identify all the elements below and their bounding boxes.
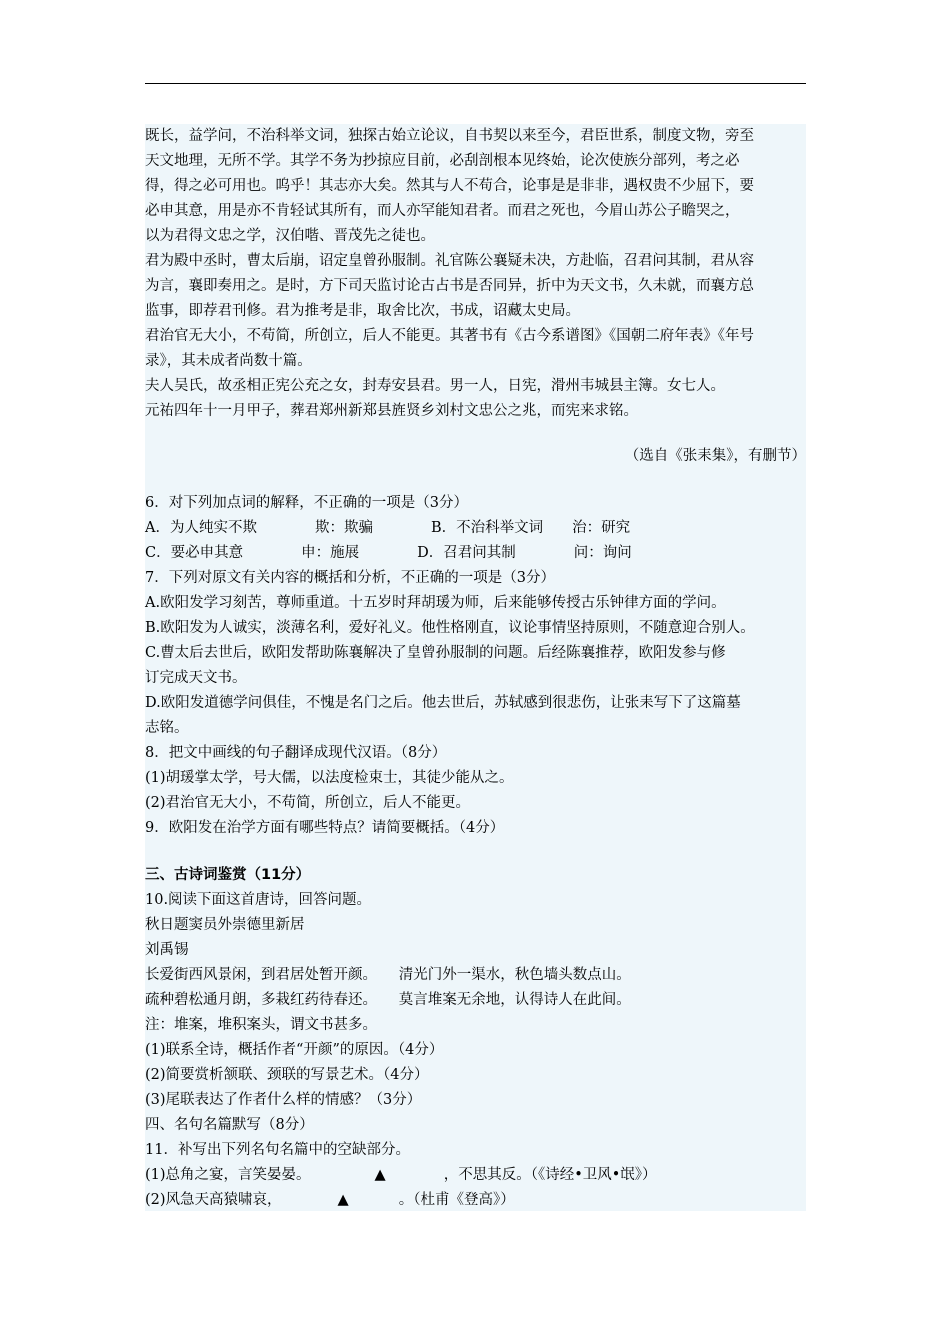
poetry-question: (3)尾联表达了作者什么样的情感？（3分） bbox=[145, 1092, 422, 1108]
blank-before: (1)总角之宴，言笑晏晏。 bbox=[145, 1167, 311, 1183]
passage-line: 录》，其未成者尚数十篇。 bbox=[145, 353, 312, 369]
section-heading: 三、古诗词鉴赏（11分） bbox=[145, 867, 311, 883]
poetry-question: (2)简要赏析颔联、颈联的写景艺术。（4分） bbox=[145, 1067, 429, 1083]
poem-note: 注：堆案，堆积案头，谓文书甚多。 bbox=[145, 1017, 377, 1033]
poem-author: 刘禹锡 bbox=[145, 942, 189, 958]
question-line: 6．对下列加点词的解释，不正确的一项是（3分） bbox=[145, 495, 468, 511]
passage-line: 元祐四年十一月甲子，葬君郑州新郑县旌贤乡刘村文忠公之兆，而宪来求铭。 bbox=[145, 403, 638, 419]
blank-after: ，不思其反。（《诗经•卫风•氓》） bbox=[443, 1167, 657, 1183]
passage-line: 天文地理，无所不学。其学不务为抄掠应目前，必刮剖根本见终始，论次使族分部列，考之必 bbox=[145, 153, 740, 169]
blank-triangle-marker: ▲ bbox=[337, 1192, 349, 1208]
passage-line: 为言，襄即奏用之。是时，方下司天监讨论古占书是否同异，折中为天文书，久未就，而襄方总 bbox=[145, 278, 754, 294]
question-line: 志铭。 bbox=[145, 720, 189, 736]
poem-title: 秋日题窦员外崇德里新居 bbox=[145, 917, 305, 933]
dictation-instruction: 11．补写出下列名句名篇中的空缺部分。 bbox=[145, 1142, 410, 1158]
fill-blanks bbox=[145, 1163, 820, 1213]
passage bbox=[145, 124, 820, 424]
question-line: A．为人纯实不欺 欺：欺骗 B．不治科举文词 治：研究 bbox=[145, 520, 631, 536]
passage-line: 君治官无大小，不苟简，所创立，后人不能更。其著书有《古今系谱图》《国朝二府年表》《年号 bbox=[145, 328, 754, 344]
blank-after: 。（杜甫《登高》） bbox=[398, 1192, 515, 1208]
poetry-section bbox=[145, 863, 820, 1163]
passage-line: 夫人吴氏，故丞相正宪公充之女，封寿安县君。男一人，日宪，滑州韦城县主簿。女七人。 bbox=[145, 378, 725, 394]
source-note: （选自《张耒集》，有删节） bbox=[624, 448, 806, 464]
passage-line: 既长，益学问，不治科举文词，独探古始立论议，自书契以来至今，君臣世系，制度文物，旁至 bbox=[145, 128, 754, 144]
fill-blank-item bbox=[145, 1188, 820, 1213]
header-rule bbox=[145, 83, 806, 84]
question-line: 9．欧阳发在治学方面有哪些特点？请简要概括。（4分） bbox=[145, 820, 505, 836]
blank-triangle-marker: ▲ bbox=[374, 1167, 386, 1183]
poem-verse: 疏种碧松通月朗，多栽红药待春还。 莫言堆案无余地，认得诗人在此间。 bbox=[145, 992, 631, 1008]
document-body bbox=[145, 124, 820, 1213]
passage-line: 君为殿中丞时，曹太后崩，诏定皇曾孙服制。礼官陈公襄疑未决，方赴临，召君问其制，君从容 bbox=[145, 253, 754, 269]
fill-blank-item bbox=[145, 1163, 820, 1188]
questions bbox=[145, 491, 820, 841]
poetry-line: 10.阅读下面这首唐诗，回答问题。 bbox=[145, 892, 372, 908]
question-line: B.欧阳发为人诚实，淡薄名利，爱好礼义。他性格刚直，议论事情坚持原则，不随意迎合别人。 bbox=[145, 620, 755, 636]
question-line: C.曹太后去世后，欧阳发帮助陈襄解决了皇曾孙服制的问题。后经陈襄推荐，欧阳发参与修 bbox=[145, 645, 726, 661]
question-line: 8．把文中画线的句子翻译成现代汉语。（8分） bbox=[145, 745, 447, 761]
blank-before: (2)风急天高猿啸哀， bbox=[145, 1192, 282, 1208]
question-line: (2)君治官无大小，不苟简，所创立，后人不能更。 bbox=[145, 795, 471, 811]
question-line: (1)胡瑗掌太学，号大儒，以法度检束士，其徒少能从之。 bbox=[145, 770, 514, 786]
question-line: D.欧阳发道德学问俱佳，不愧是名门之后。他去世后，苏轼感到很悲伤，让张耒写下了这篇墓 bbox=[145, 695, 741, 711]
question-line: A.欧阳发学习刻苦，尊师重道。十五岁时拜胡瑗为师，后来能够传授古乐钟律方面的学问。 bbox=[145, 595, 726, 611]
passage-line: 以为君得文忠之学，汉伯喈、晋茂先之徒也。 bbox=[145, 228, 435, 244]
passage-line: 必申其意，用是亦不肯轻试其所有，而人亦罕能知君者。而君之死也，今眉山苏公子瞻哭之， bbox=[145, 203, 740, 219]
passage-line: 得，得之必可用也。呜乎！其志亦大矣。然其与人不苟合，论事是是非非，遇权贵不少屈下，要 bbox=[145, 178, 754, 194]
section-heading: 四、名句名篇默写（8分） bbox=[145, 1117, 314, 1133]
question-line: C．要必申其意 申：施展 D．召君问其制 问：询问 bbox=[145, 545, 632, 561]
passage-line: 监事，即荐君刊修。君为推考是非，取舍比次，书成，诏藏太史局。 bbox=[145, 303, 580, 319]
poetry-question: (1)联系全诗，概括作者“开颜”的原因。（4分） bbox=[145, 1042, 444, 1058]
question-line: 订完成天文书。 bbox=[145, 670, 247, 686]
question-line: 7．下列对原文有关内容的概括和分析，不正确的一项是（3分） bbox=[145, 570, 555, 586]
poem-verse: 长爱街西风景闲，到君居处暂开颜。 清光门外一渠水，秋色墙头数点山。 bbox=[145, 967, 631, 983]
